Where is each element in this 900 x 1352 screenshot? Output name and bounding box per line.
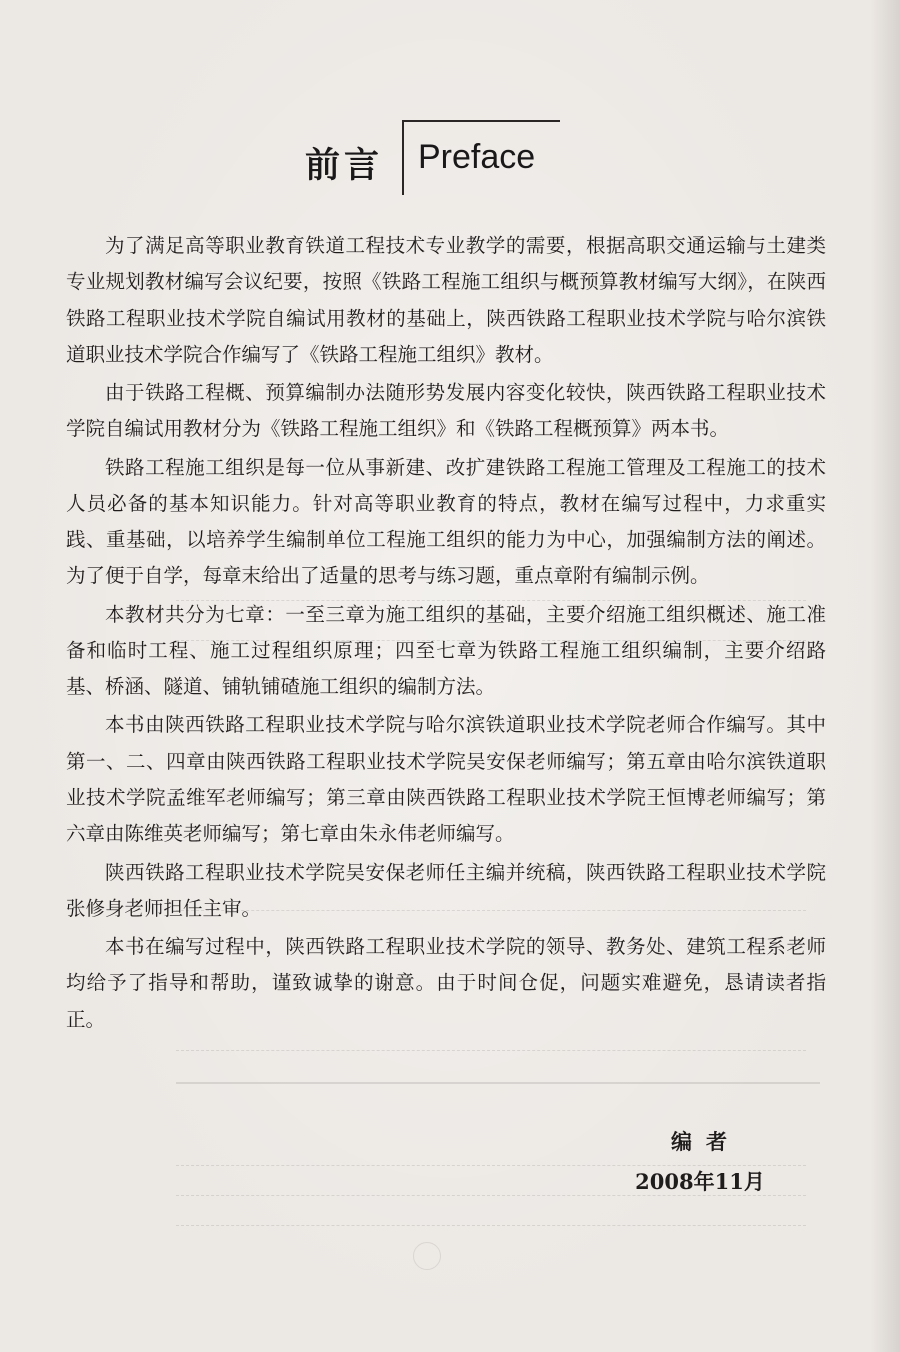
signature-name: 编者 (671, 1129, 741, 1154)
paragraph-importance: 铁路工程施工组织是每一位从事新建、改扩建铁路工程施工管理及工程施工的技术人员必备的基本知识能力。针对高等职业教育的特点，教材在编写过程中，力求重实践、重基础，以培养学生编制单位工程施工组织的能力为中心，加强编制方法的阐述。为了便于自学，每章末给出了适量的思考与练习题，重点章附有编制示例。 (66, 455, 826, 588)
preface-body (66, 228, 826, 1040)
bleed-through-line (176, 1050, 806, 1052)
bleed-through-line (176, 1225, 806, 1227)
paragraph-structure: 本教材共分为七章：一至三章为施工组织的基础，主要介绍施工组织概述、施工准备和临时工程、施工过程组织原理；四至七章为铁路工程施工组织编制，主要介绍路基、桥涵、隧道、铺轨铺碴施工组织的编制方法。 (66, 602, 826, 699)
paragraph-authors: 本书由陕西铁路工程职业技术学院与哈尔滨铁道职业技术学院老师合作编写。其中第一、二、四章由陕西铁路工程职业技术学院吴安保老师编写；第五章由哈尔滨铁道职业技术学院孟维军老师编写；第三章由陕西铁路工程职业技术学院王恒博老师编写；第六章由陈维英老师编写；第七章由朱永伟老师编写。 (66, 713, 826, 846)
paragraph-editors: 陕西铁路工程职业技术学院吴安保老师任主编并统稿，陕西铁路工程职业技术学院张修身老师担任主审。 (66, 860, 826, 920)
signature-date: 2008年11月 (635, 1169, 765, 1194)
signature-block (600, 1126, 800, 1196)
paragraph-purpose: 为了满足高等职业教育铁道工程技术专业教学的需要，根据高职交通运输与土建类专业规划教材编写会议纪要，按照《铁路工程施工组织与概预算教材编写大纲》，在陕西铁路工程职业技术学院自编试用教材的基础上，陕西铁路工程职业技术学院与哈尔滨铁道职业技术学院合作编写了《铁路工程施工组织》教材。 (66, 234, 826, 366)
page-heading (300, 120, 560, 195)
bleed-through-folio (413, 1242, 441, 1270)
paragraph-acknowledgement: 本书在编写过程中，陕西铁路工程职业技术学院的领导、教务处、建筑工程系老师均给予了指导和帮助，谨致诚挚的谢意。由于时间仓促，问题实难避免，恳请读者指正。 (66, 934, 826, 1031)
title-divider-top (402, 120, 560, 122)
bleed-through-rule (176, 1082, 820, 1084)
title-chinese: 前言 (305, 146, 384, 186)
page-edge-shadow (870, 0, 900, 1352)
title-divider-vertical (402, 120, 404, 195)
title-english: Preface (418, 138, 536, 176)
paragraph-books: 由于铁路工程概、预算编制办法随形势发展内容变化较快，陕西铁路工程职业技术学院自编试用教材分为《铁路工程施工组织》和《铁路工程概预算》两本书。 (66, 381, 826, 441)
